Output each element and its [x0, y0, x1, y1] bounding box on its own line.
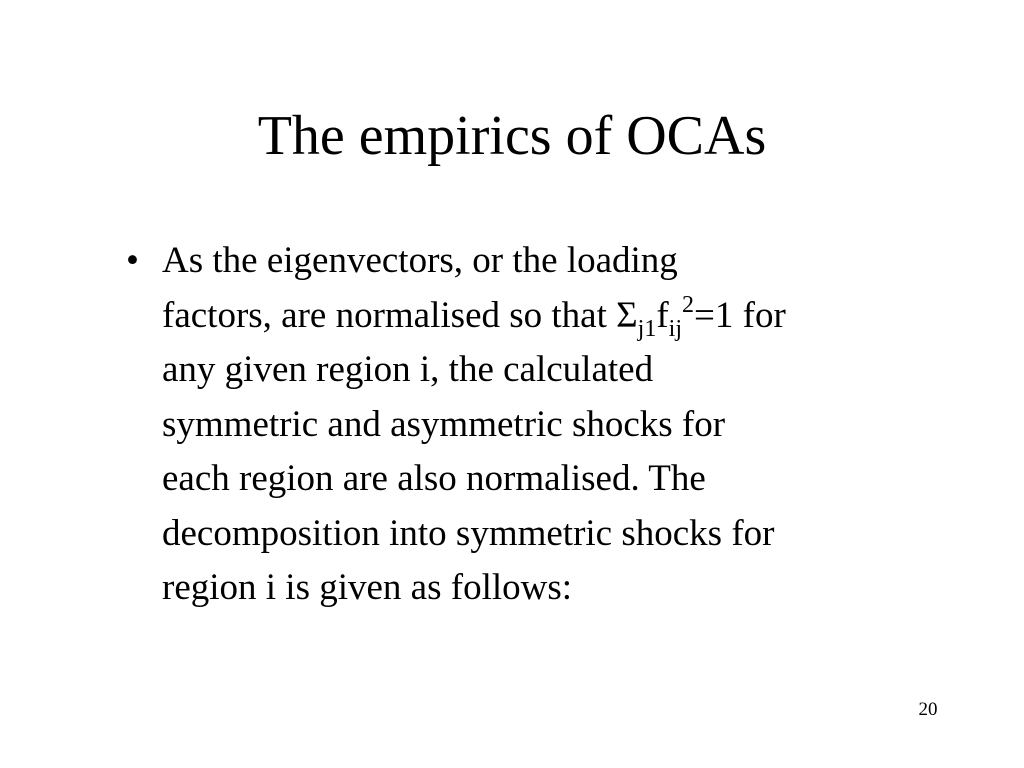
slide-title: The empirics of OCAs	[257, 105, 767, 167]
bullet-line-4: symmetric and asymmetric shocks for	[162, 403, 726, 445]
bullet-line-3: any given region i, the calculated	[162, 349, 654, 390]
bullet-line-6: decomposition into symmetric shocks for	[162, 512, 775, 554]
variable-subscript: ij	[668, 315, 682, 342]
variable-superscript: 2	[682, 291, 694, 318]
bullet-line-1: As the eigenvectors, or the loading	[162, 240, 678, 281]
bullet-text	[162, 234, 946, 616]
formula-variable: f	[656, 294, 669, 336]
sigma-subscript: j1	[637, 315, 657, 342]
bullet-line-5: each region are also normalised. The	[162, 458, 706, 499]
formula-lead-text: factors, are normalised so that Σ	[162, 294, 638, 336]
formula-trail-text: =1 for	[694, 294, 786, 336]
bullet-line-2	[162, 289, 946, 344]
bullet-list	[126, 234, 946, 616]
page-number: 20	[918, 699, 938, 720]
bullet-line-7: region i is given as follows:	[162, 567, 573, 608]
bullet-item	[126, 234, 946, 616]
bullet-marker: •	[126, 240, 139, 281]
